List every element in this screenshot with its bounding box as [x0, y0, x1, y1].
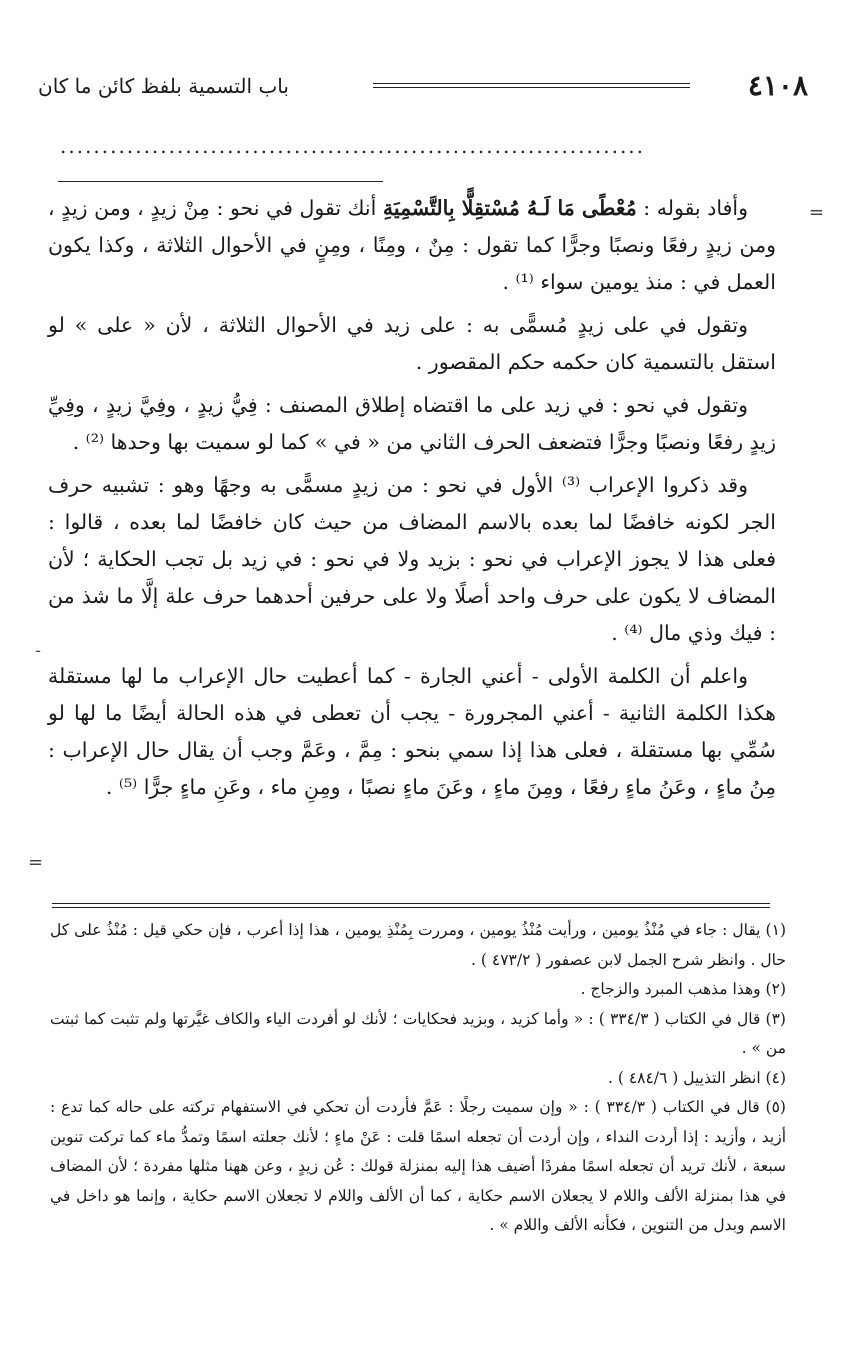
- header-rule: [373, 83, 690, 88]
- margin-mark-middle: ـ: [36, 640, 41, 656]
- footnote-rule: [52, 903, 770, 908]
- footnote-5: (٥) قال في الكتاب ( ٣٣٤/٣ ) : « وإن سميت رجلًا : عَمَّ فأردت أن تحكي في الاستفهام تركته على حاله كما تدع : أزيد ، وأزيد : إذا أردت النداء ، وإن أردت أن تجعله اسمًا قلت : عَنْ ماءٍ ؛ لأنك جعلته اسمًا وتمدُّ ماء كما تركت تنوين سبعة ، لأنك تريد أن تجعله اسمًا مفردًا أضيف هذا إليه بمنزلة قولك : عُن زيدٍ ، وعن ههنا مثلها مفردة ؛ لأن المضاف في هذا بمنزلة الألف واللام لا يجعلان الاسم حكاية ، كما أن الألف واللام لا تجعلان الاسم حكاية ، وإنما هو داخل في الاسم وبدل من التنوين ، فكأنه الألف واللام » .: [50, 1098, 786, 1234]
- margin-mark-top: =: [808, 202, 824, 223]
- page-number: ٤١٠٨: [747, 69, 808, 102]
- running-title: باب التسمية بلفظ كائن ما كان: [38, 74, 289, 98]
- paragraph-1-rest: أنك تقول في نحو : مِنْ زيدٍ ، ومن زيدٍ ، ومن زيدٍ رفعًا ونصبًا وجرًّا كما تقول : مِنٌ ، ومِنًا ، ومِنٍ في الأحوال الثلاثة ، وكذا يكون العمل في : منذ يومين سواء ⁽¹⁾ .: [48, 196, 776, 294]
- dotted-separator: ......................................................................: [60, 136, 646, 156]
- paragraph-4: وقد ذكروا الإعراب ⁽³⁾ الأول في نحو : من زيدٍ مسمًّى به وجهًا وهو : تشبيه حرف الجر لكونه خافضًا لما بعده بالاسم المضاف من حيث كان خافضًا لما بعده ، قالوا : فعلى هذا لا يجوز الإعراب في نحو : بزيد ولا في نحو : في زيد بل تجب الحكاية ؛ لأن المضاف لا يكون على حرف واحد أصلًا ولا على حرفين أحدهما حرف علة إلَّا ما شذ من : فيك وذي مال ⁽⁴⁾ .: [48, 473, 776, 645]
- paragraph-3: وتقول في نحو : في زيد على ما اقتضاه إطلاق المصنف : فِيُّ زيدٍ ، وفِيَّ زيدٍ ، وفِيِّ زيدٍ رفعًا ونصبًا وجرًّا فتضعف الحرف الثاني من « في » كما لو سميت بها وحدها ⁽²⁾ .: [48, 393, 776, 454]
- paragraph-1: [48, 190, 776, 301]
- footnote-1: (١) يقال : جاء في مُنْذُ يومين ، ورأيت مُنْذُ يومين ، ومررت بِمُنْذِ يومين ، هذا إذا أعرب ، فإن حكي قيل : مُنْذُ على كل حال . وانظر شرح الجمل لابن عصفور ( ٤٧٣/٢ ) .: [50, 921, 786, 969]
- main-text: [48, 190, 776, 812]
- footnote-4: (٤) انظر التذييل ( ٤٨٤/٦ ) .: [607, 1068, 786, 1087]
- footnote-2: (٢) وهذا مذهب المبرد والزجاج .: [580, 980, 786, 998]
- running-header: [38, 66, 808, 106]
- paragraph-1-intro: وأفاد بقوله :: [636, 196, 748, 220]
- footnotes: [50, 916, 786, 1241]
- footnote-3: (٣) قال في الكتاب ( ٣٣٤/٣ ) : « وأما كزيد ، وبزيد فحكايات ؛ لأنك لو أفردت الياء والكاف غيَّرتها ولم تثبت كما ثبتت من » .: [50, 1009, 786, 1057]
- paragraph-5: واعلم أن الكلمة الأولى - أعني الجارة - كما أعطيت حال الإعراب ما لها مستقلة هكذا الكلمة الثانية - أعني المجرورة - يجب أن تعطى في هذه الحالة أيضًا ما لها لو سُمِّي بها مستقلة ، فعلى هذا إذا سمي بنحو : مِمَّ ، وعَمَّ وجب أن يقال حال الإعراب : مِنُ ماءٍ ، وعَنُ ماءٍ رفعًا ، ومِنَ ماءٍ ، وعَنَ ماءٍ نصبًا ، ومِنِ ماء ، وعَنِ ماءٍ جرًّا ⁽⁵⁾ .: [48, 664, 776, 799]
- margin-mark-bottom: =: [28, 852, 44, 873]
- quoted-phrase: مُعْطًى مَا لَـهُ مُسْتقِلًّا بِالتَّسْمِيَةِ: [382, 196, 637, 220]
- top-rule: [58, 181, 383, 182]
- paragraph-2: وتقول في على زيدٍ مُسمًّى به : على زيد في الأحوال الثلاثة ، لأن « على » لو استقل بالتسمية كان حكمه حكم المقصور .: [48, 313, 776, 374]
